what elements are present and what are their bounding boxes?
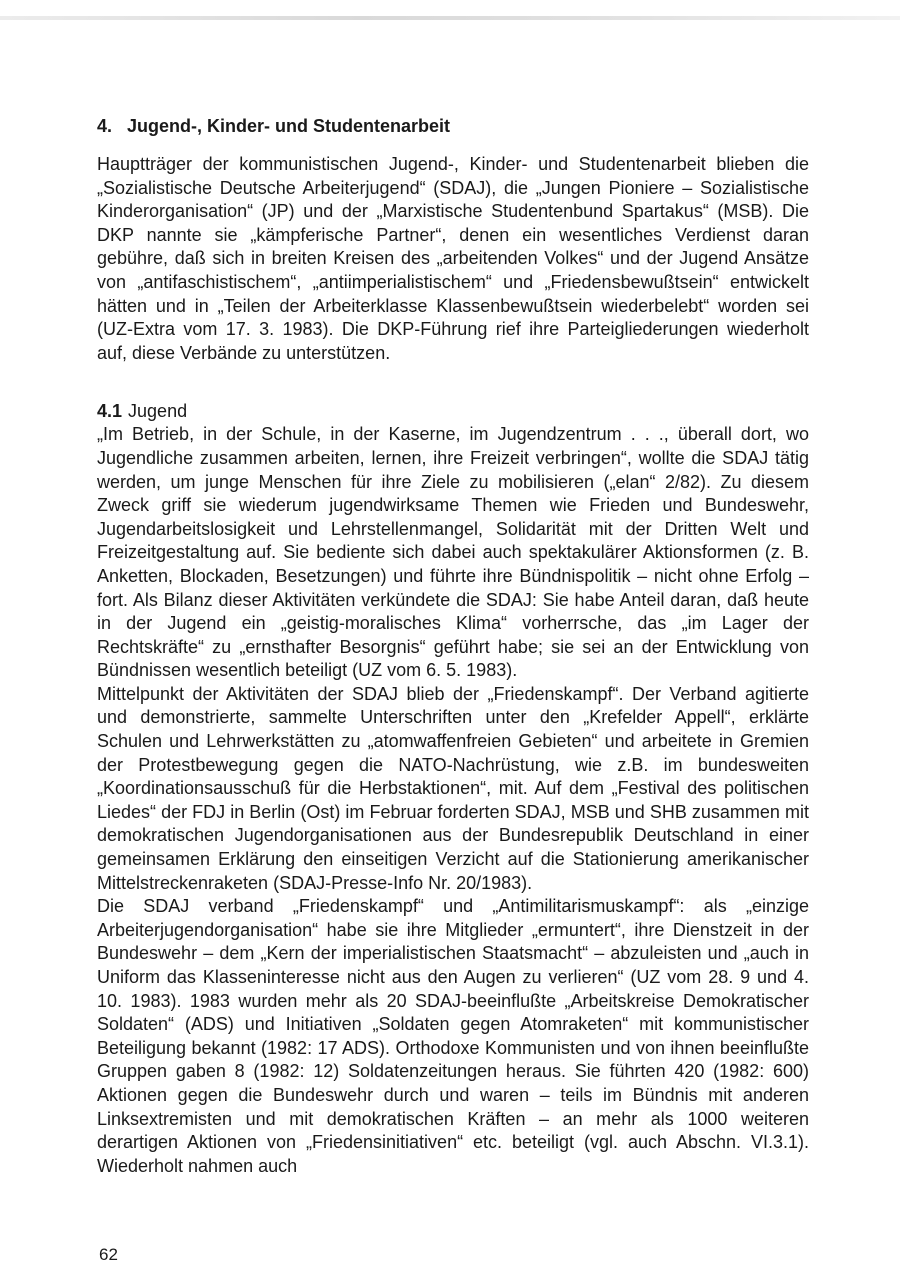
paragraph-youth-1: „Im Betrieb, in der Schule, in der Kaserne, im Jugendzentrum . . ., überall dort, wo Jugendliche zusammen arbeiten, lernen, ihre Freizeit verbringen“, wollte die SDAJ tätig werden, um junge Menschen für ihre Ziele zu mobilisieren („elan“ 2/82). Zu diesem Zweck griff sie wiederum jugendwirksame Themen wie Frieden und Bundeswehr, Jugendarbeitslosigkeit und Lehrstellenmangel, Solidarität mit der Dritten Welt und Freizeitgestaltung auf. Sie bediente sich dabei auch spektakulärer Aktionsformen (z. B. Anketten, Blockaden, Besetzungen) und führte ihre Bündnispolitik – nicht ohne Erfolg – fort. Als Bilanz dieser Aktivitäten verkündete die SDAJ: Sie habe Anteil daran, daß heute in der Jugend ein „geistig-moralisches Klima“ vorherrsche, das „im Lager der Rechtskräfte“ zu „ernsthafter Besorgnis“ geführt habe; sie sei an der Entwicklung von Bündnissen wesentlich beteiligt (UZ vom 6. 5. 1983). <box>97 424 809 681</box>
subsection-heading <box>97 399 809 423</box>
section-gap <box>97 365 809 399</box>
section-number: 4. <box>97 116 113 136</box>
subsection-title: Jugend <box>128 401 188 422</box>
page-number: 62 <box>99 1245 118 1264</box>
section-heading <box>97 114 809 138</box>
paragraph-youth-3: Die SDAJ verband „Friedenskampf“ und „Antimilitarismuskampf“: als „einzige Arbeiterjugendorganisation“ habe sie ihre Mitglieder „ermuntert“, ihre Dienstzeit in der Bundeswehr – dem „Kern der imperialistischen Staatsmacht“ – abzuleisten und „auch in Uniform das Klasseninteresse nicht aus den Augen zu verlieren“ (UZ vom 28. 9 und 4. 10. 1983). 1983 wurden mehr als 20 SDAJ-beeinflußte „Arbeitskreise Demokratischer Soldaten“ (ADS) und Initiativen „Soldaten gegen Atomraketen“ mit kommunistischer Beteiligung bekannt (1982: 17 ADS). Orthodoxe Kommunisten und von ihnen beeinflußte Gruppen gaben 8 (1982: 12) Soldatenzeitungen heraus. Sie führten 420 (1982: 600) Aktionen gegen die Bundeswehr durch und waren – teils im Bündnis mit anderen Linksextremisten und mit demokratischen Kräften – an mehr als 1000 weiteren derartigen Aktionen von „Friedensinitiativen“ etc. beteiligt (vgl. auch Abschn. VI.3.1). Wiederholt nahmen auch <box>97 896 809 1176</box>
paragraph-intro: Hauptträger der kommunistischen Jugend-, Kinder- und Studentenarbeit blieben die „Sozialistische Deutsche Arbeiterjugend“ (SDAJ), die „Jungen Pioniere – Sozialistische Kinderorganisation“ (JP) und der „Marxistische Studentenbund Spartakus“ (MSB). Die DKP nannte sie „kämpferische Partner“, denen ein wesentliches Verdienst daran gebühre, daß sich in breiten Kreisen des „arbeitenden Volkes“ und der Jugend Ansätze von „antifaschistischem“, „antiimperialistischem“ und „Friedensbewußtsein“ entwickelt hätten und in „Teilen der Arbeiterklasse Klassenbewußtsein wiederbelebt“ worden sei (UZ-Extra vom 17. 3. 1983). Die DKP-Führung rief ihre Parteigliederungen wiederholt auf, diese Verbände zu unterstützen. <box>97 154 809 363</box>
subsection-number: 4.1 <box>97 401 123 422</box>
section-title: Jugend-, Kinder- und Studentenarbeit <box>127 116 450 136</box>
paragraph-youth-2: Mittelpunkt der Aktivitäten der SDAJ blieb der „Friedenskampf“. Der Verband agitierte und demonstrierte, sammelte Unterschriften unter den „Krefelder Appell“, erklärte Schulen und Lehrwerkstätten zu „atomwaffenfreien Gebieten“ und arbeitete in Gremien der Protestbewegung gegen die NATO-Nachrüstung, wie z.B. im bundesweiten „Koordinationsausschuß für die Herbstaktionen“, mit. Auf dem „Festival des politischen Liedes“ der FDJ in Berlin (Ost) im Februar forderten SDAJ, MSB und SHB zusammen mit demokratischen Jugendorganisationen aus der Bundesrepublik Deutschland in einer gemeinsamen Erklärung den einseitigen Verzicht auf die Stationierung amerikanischer Mittelstreckenraketen (SDAJ-Presse-Info Nr. 20/1983). <box>97 683 809 893</box>
page-content <box>97 114 809 1178</box>
scan-edge <box>0 16 900 20</box>
